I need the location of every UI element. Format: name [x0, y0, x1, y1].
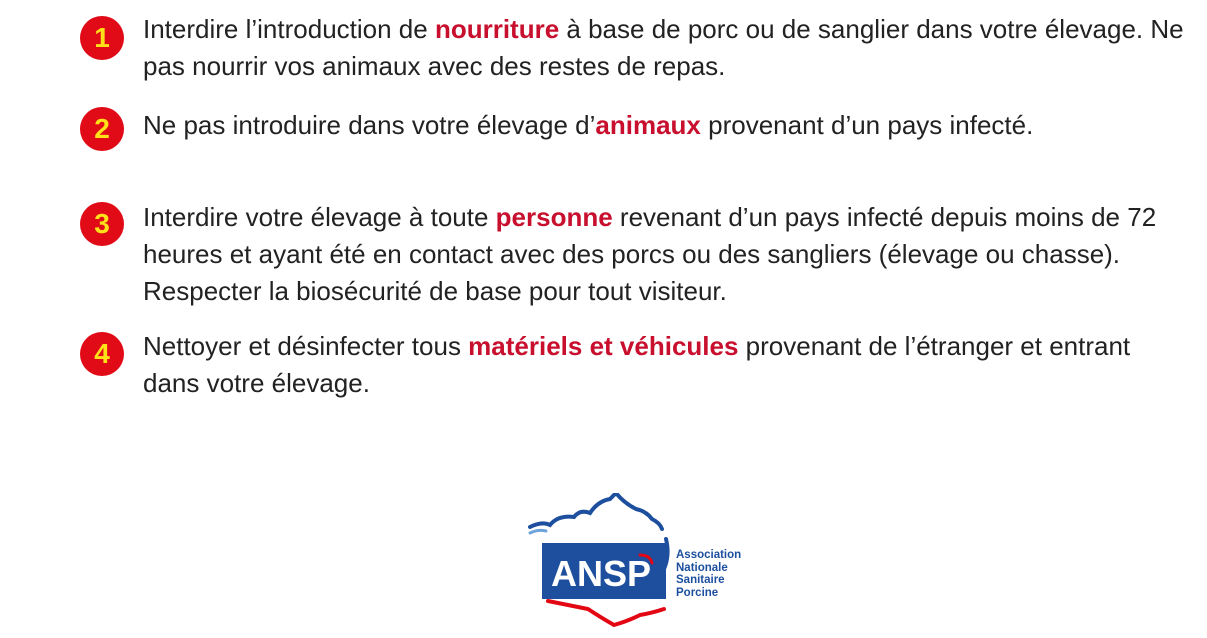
rule-keyword: animaux — [595, 110, 701, 140]
rule-text-3 — [143, 199, 1193, 310]
rule-keyword: matériels et véhicules — [468, 331, 739, 361]
rule-text-2 — [143, 107, 1193, 144]
rule-text-before: Interdire votre élevage à toute — [143, 202, 496, 232]
number-badge-1: 1 — [80, 16, 124, 60]
rule-text-after: provenant de l’étranger et entrant dans votre élevage. — [143, 331, 1131, 398]
logo-name-line: Association — [676, 549, 742, 561]
rule-text-before: Ne pas introduire dans votre élevage d’ — [143, 110, 596, 140]
rule-text-after: à base de porc ou de sanglier dans votre élevage. Ne pas nourrir vos animaux avec des restes de repas. — [143, 14, 1184, 81]
number-badge-3: 3 — [80, 202, 124, 246]
ansp-logo — [528, 493, 768, 633]
outline-accent-stroke — [530, 530, 546, 533]
logo-name-line: Sanitaire — [676, 574, 725, 586]
rule-text-before: Interdire l’introduction de — [143, 14, 435, 44]
rule-text-before: Nettoyer et désinfecter tous — [143, 331, 469, 361]
number-badge-2: 2 — [80, 107, 124, 151]
logo-acronym: ANSP — [551, 553, 652, 594]
rule-keyword: nourriture — [434, 14, 560, 44]
number-badge-4: 4 — [80, 332, 124, 376]
logo-name — [676, 549, 741, 599]
outline-bottom-stroke — [548, 601, 664, 625]
rule-keyword: personne — [495, 202, 613, 232]
logo-name-line: Porcine — [676, 586, 719, 599]
outline-top-stroke — [530, 493, 662, 529]
rule-text-after: revenant d’un pays infecté depuis moins de 72 heures et ayant été en contact avec des porcs ou des sangliers (élevage ou chasse). Respecter la biosécurité de base pour tout visiteur. — [143, 202, 1157, 306]
logo-name-line: Nationale — [676, 561, 728, 574]
rule-text-4 — [143, 328, 1193, 402]
rule-text-after: provenant d’un pays infecté. — [700, 110, 1034, 140]
rule-text-1 — [143, 11, 1193, 85]
